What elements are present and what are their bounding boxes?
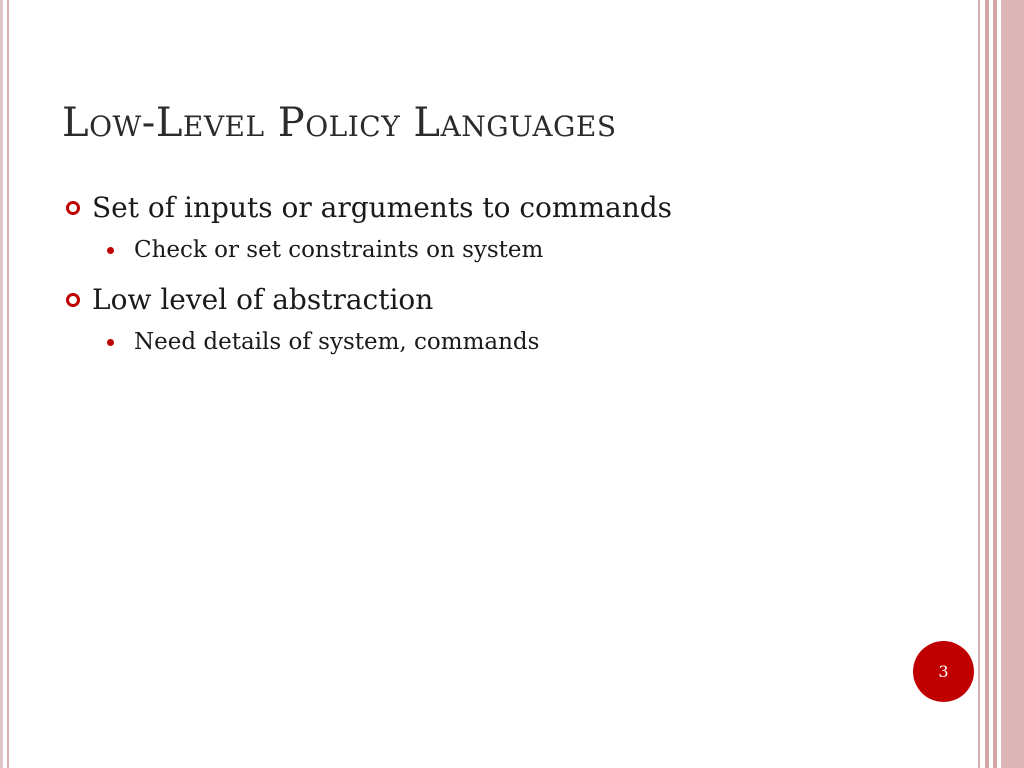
right-border-stripe: [1001, 0, 1024, 768]
bullet-text: Set of inputs or arguments to commands: [92, 191, 673, 224]
bullet-list: [62, 186, 962, 362]
ring-bullet-icon: [66, 201, 80, 215]
slide-title: Low-Level Policy Languages: [62, 100, 617, 146]
sub-bullet-item: [62, 322, 962, 362]
right-border-stripe: [993, 0, 997, 768]
dot-bullet-icon: [107, 339, 114, 346]
sub-bullet-item: [62, 230, 962, 270]
page-number: 3: [938, 662, 949, 681]
dot-bullet-icon: [107, 247, 114, 254]
left-border-stripe: [0, 0, 3, 768]
sub-bullet-text: Check or set constraints on system: [134, 237, 544, 263]
bullet-item: [62, 186, 962, 230]
sub-bullet-text: Need details of system, commands: [134, 329, 540, 355]
ring-bullet-icon: [66, 293, 80, 307]
page-number-badge: [913, 641, 974, 702]
right-border-stripe: [985, 0, 989, 768]
left-border-stripe: [7, 0, 9, 768]
bullet-item: [62, 278, 962, 322]
bullet-text: Low level of abstraction: [92, 283, 434, 316]
right-border-stripe: [978, 0, 980, 768]
